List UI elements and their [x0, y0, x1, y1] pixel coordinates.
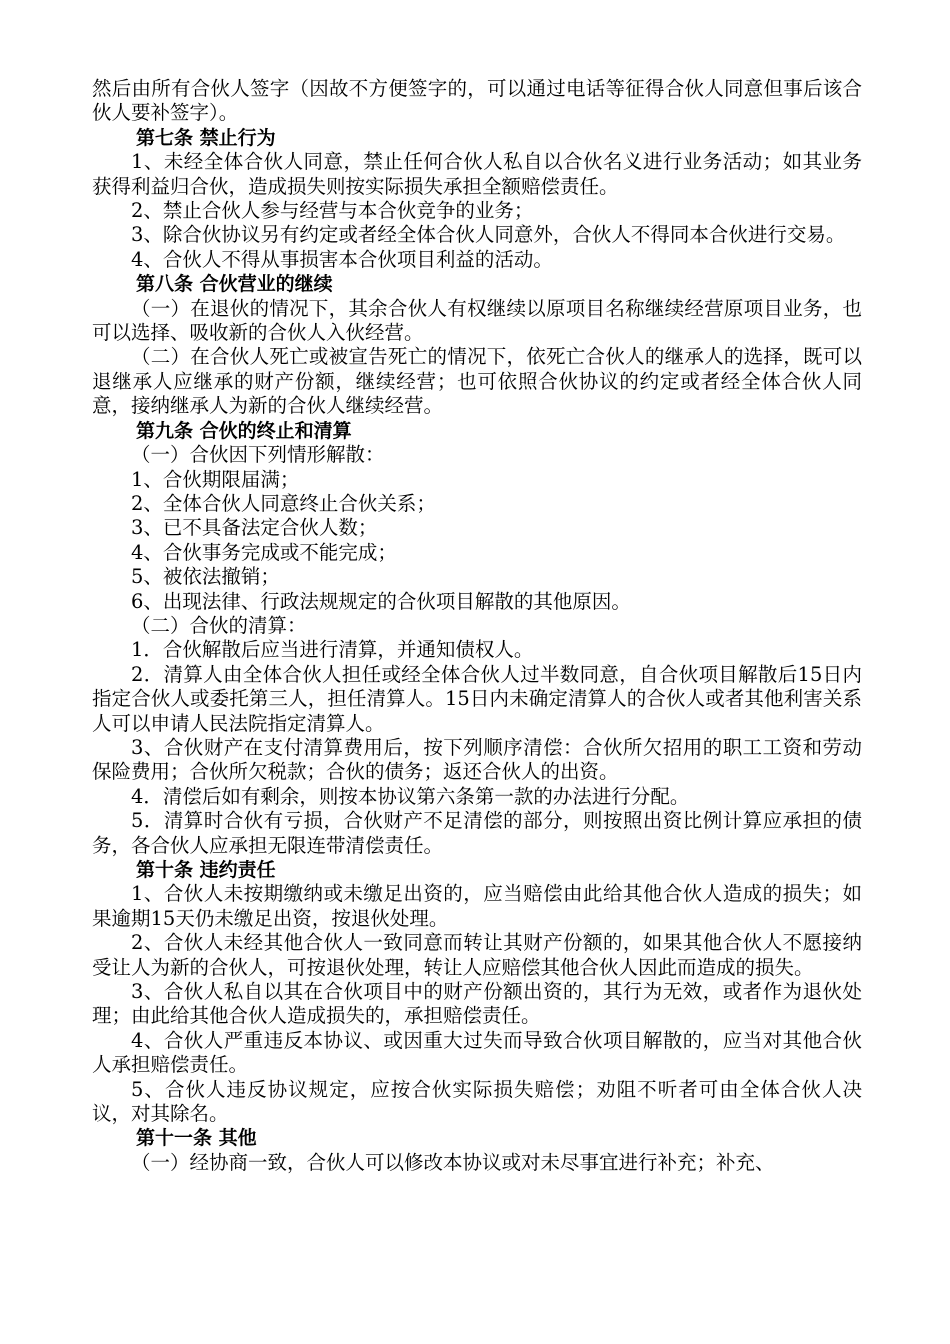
body-paragraph: （一）合伙因下列情形解散：	[131, 443, 385, 467]
body-paragraph: （一）经协商一致，合伙人可以修改本协议或对未尽事宜进行补充；补充、	[131, 1150, 775, 1174]
body-paragraph: 1、合伙期限届满；	[131, 467, 300, 491]
body-paragraph: 3、合伙财产在支付清算费用后，按下列顺序清偿：合伙所欠招用的职工工资和劳动保险费用；合伙所欠税款；合伙的债务；返还合伙人的出资。	[92, 735, 862, 784]
body-paragraph: 2、合伙人未经其他合伙人一致同意而转让其财产份额的，如果其他合伙人不愿接纳受让人为新的合伙人，可按退伙处理，转让人应赔偿其他合伙人因此而造成的损失。	[92, 931, 862, 979]
body-paragraph: 然后由所有合伙人签字（因故不方便签字的，可以通过电话等征得合伙人同意但事后该合伙人要补签字）。	[92, 77, 862, 125]
body-paragraph: 2．清算人由全体合伙人担任或经全体合伙人过半数同意，自合伙项目解散后15日内指定合伙人或委托第三人，担任清算人。15日内未确定清算人的合伙人或者其他利害关系人可以申请人民法院指定清算人。	[92, 662, 862, 735]
body-paragraph: 1、合伙人未按期缴纳或未缴足出资的，应当赔偿由此给其他合伙人造成的损失；如果逾期15天仍未缴足出资，按退伙处理。	[92, 882, 862, 930]
body-paragraph: （二）在合伙人死亡或被宣告死亡的情况下，依死亡合伙人的继承人的选择，既可以退继承人应继承的财产份额，继续经营；也可依照合伙协议的约定或者经全体合伙人同意，接纳继承人为新的合伙人继续经营。	[92, 345, 862, 418]
body-paragraph: 2、全体合伙人同意终止合伙关系；	[131, 491, 436, 515]
body-paragraph: 1、未经全体合伙人同意，禁止任何合伙人私自以合伙名义进行业务活动；如其业务获得利益归合伙，造成损失则按实际损失承担全额赔偿责任。	[92, 150, 862, 198]
section-heading: 第十一条 其他	[136, 1127, 257, 1150]
body-paragraph: 5．清算时合伙有亏损，合伙财产不足清偿的部分，则按照出资比例计算应承担的债务，各合伙人应承担无限连带清偿责任。	[92, 809, 862, 857]
document-page	[92, 77, 862, 1175]
body-paragraph: 5、合伙人违反协议规定，应按合伙实际损失赔偿；劝阻不听者可由全体合伙人决议，对其除名。	[92, 1077, 862, 1126]
body-paragraph: 4、合伙事务完成或不能完成；	[131, 540, 397, 564]
body-paragraph: 2、禁止合伙人参与经营与本合伙竞争的业务；	[131, 199, 534, 223]
body-paragraph: 3、除合伙协议另有约定或者经全体合伙人同意外，合伙人不得同本合伙进行交易。	[131, 223, 846, 247]
body-paragraph: 6、出现法律、行政法规规定的合伙项目解散的其他原因。	[131, 589, 631, 613]
section-heading: 第九条 合伙的终止和清算	[136, 419, 352, 442]
body-paragraph: 4．清偿后如有剩余，则按本协议第六条第一款的办法进行分配。	[131, 784, 690, 808]
section-heading: 第十条 违约责任	[136, 859, 276, 881]
section-heading: 第八条 合伙营业的继续	[136, 273, 333, 296]
body-paragraph: 5、被依法撤销；	[131, 565, 280, 589]
section-heading: 第七条 禁止行为	[136, 126, 276, 149]
body-paragraph: 1．合伙解散后应当进行清算，并通知债权人。	[131, 638, 534, 662]
body-paragraph: 4、合伙人严重违反本协议、或因重大过失而导致合伙项目解散的，应当对其他合伙人承担赔偿责任。	[92, 1028, 862, 1077]
body-paragraph: 3、已不具备法定合伙人数；	[131, 516, 378, 540]
body-paragraph: 3、合伙人私自以其在合伙项目中的财产份额出资的，其行为无效，或者作为退伙处理；由此给其他合伙人造成损失的，承担赔偿责任。	[92, 980, 862, 1028]
body-paragraph: 4、合伙人不得从事损害本合伙项目利益的活动。	[131, 247, 553, 271]
body-paragraph: （一）在退伙的情况下，其余合伙人有权继续以原项目名称继续经营原项目业务，也可以选择、吸收新的合伙人入伙经营。	[92, 296, 862, 345]
body-paragraph: （二）合伙的清算：	[131, 613, 307, 637]
